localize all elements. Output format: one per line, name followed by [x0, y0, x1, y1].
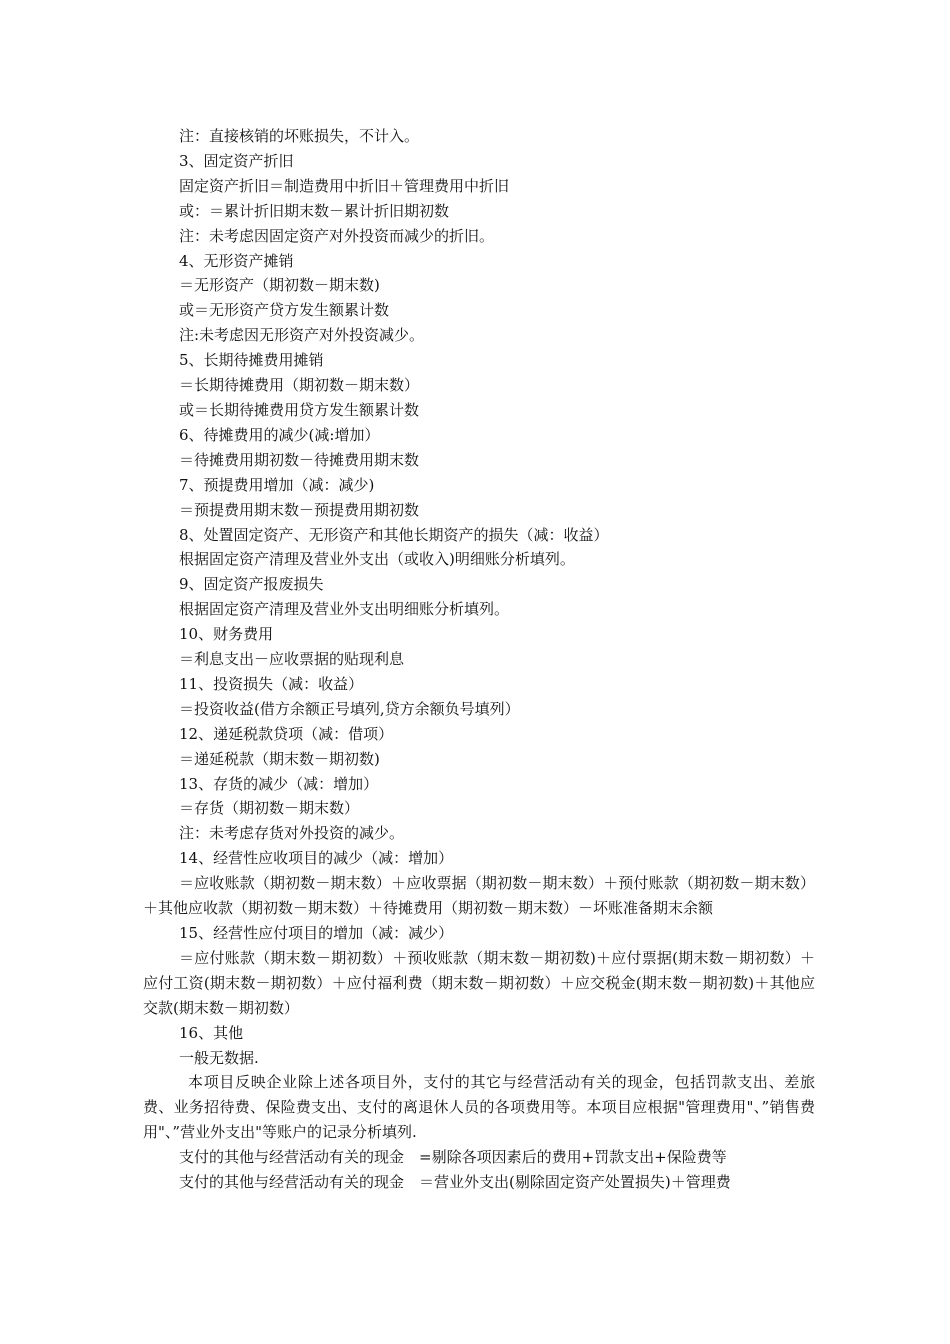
text-line: ＝投资收益(借方余额正号填列,贷方余额负号填列）	[179, 699, 520, 718]
section-heading: 9、固定资产报废损失	[179, 575, 324, 594]
text-line: ＝利息支出－应收票据的贴现利息	[179, 650, 405, 669]
text-line: ＝待摊费用期初数－待摊费用期末数	[179, 450, 420, 469]
text-line: 一般无数据.	[179, 1048, 259, 1067]
section-heading: 7、预提费用增加（减：减少)	[179, 475, 375, 494]
text-line: 注：未考虑存货对外投资的减少。	[179, 824, 405, 843]
section-heading: 3、固定资产折旧	[179, 151, 294, 170]
section-heading: 10、财务费用	[179, 625, 274, 644]
text-line: 或：＝累计折旧期末数－累计折旧期初数	[179, 201, 450, 220]
section-heading: 11、投资损失（减：收益）	[179, 674, 364, 693]
text-line: 根据固定资产清理及营业外支出（或收入)明细账分析填列。	[179, 550, 575, 569]
text-line: ＝无形资产（期初数－期末数)	[179, 276, 380, 295]
text-line: ＝长期待摊费用（期初数－期末数）	[179, 376, 420, 395]
text-line: ＝存货（期初数－期末数）	[179, 799, 360, 818]
section-heading: 15、经营性应付项目的增加（减：减少）	[179, 924, 454, 942]
text-line: ＝递延税款（期末数－期初数)	[179, 749, 380, 768]
text-line: 注:未考虑因无形资产对外投资减少。	[179, 326, 425, 345]
text-line: 固定资产折旧＝制造费用中折旧＋管理费用中折旧	[179, 176, 510, 195]
document-body	[143, 124, 815, 1195]
description-paragraph: 本项目反映企业除上述各项目外，支付的其它与经营活动有关的现金，包括罚款支出、差旅费、业务招待费、保险费支出、支付的离退休人员的各项费用等。本项目应根据"管理费用"、”销售费用"、”营业外支出"等账户的记录分析填列.	[143, 1073, 815, 1142]
section-heading: 12、递延税款贷项（减：借项）	[179, 724, 394, 743]
text-line: 支付的其他与经营活动有关的现金 =剔除各项因素后的费用+罚款支出+保险费等	[179, 1148, 727, 1167]
text-line: 注：直接核销的坏账损失，不计入。	[179, 127, 420, 145]
text-line: 注：未考虑因固定资产对外投资而减少的折旧。	[179, 226, 495, 245]
section-heading: 13、存货的减少（减：增加）	[179, 774, 379, 793]
section-heading: 14、经营性应收项目的减少（减：增加）	[179, 849, 454, 868]
text-line: 或＝长期待摊费用贷方发生额累计数	[179, 400, 420, 419]
section-heading: 6、待摊费用的减少(减:增加）	[179, 425, 380, 444]
text-line: 支付的其他与经营活动有关的现金 ＝营业外支出(剔除固定资产处置损失)＋管理费	[179, 1173, 731, 1192]
section-heading: 4、无形资产摊销	[179, 251, 294, 270]
text-line: 或＝无形资产贷方发生额累计数	[179, 301, 390, 320]
section-heading: 8、处置固定资产、无形资产和其他长期资产的损失（减：收益）	[179, 525, 609, 544]
formula-paragraph: ＝应收账款（期初数－期末数）＋应收票据（期初数－期末数）＋预付账款（期初数－期末数）＋其他应收款（期初数－期末数）＋待摊费用（期初数－期末数）－坏账准备期末余额	[143, 874, 815, 918]
formula-paragraph: ＝应付账款（期末数－期初数）＋预收账款（期末数－期初数)＋应付票据(期末数－期初数）＋应付工资(期末数－期初数）＋应付福利费（期末数－期初数）＋应交税金(期末数－期初数)＋其他应交款(期末数－期初数）	[143, 948, 815, 1017]
section-heading: 5、长期待摊费用摊销	[179, 351, 324, 370]
section-heading: 16、其他	[179, 1023, 244, 1042]
text-line: 根据固定资产清理及营业外支出明细账分析填列。	[179, 600, 510, 619]
text-line: ＝预提费用期末数－预提费用期初数	[179, 500, 420, 519]
